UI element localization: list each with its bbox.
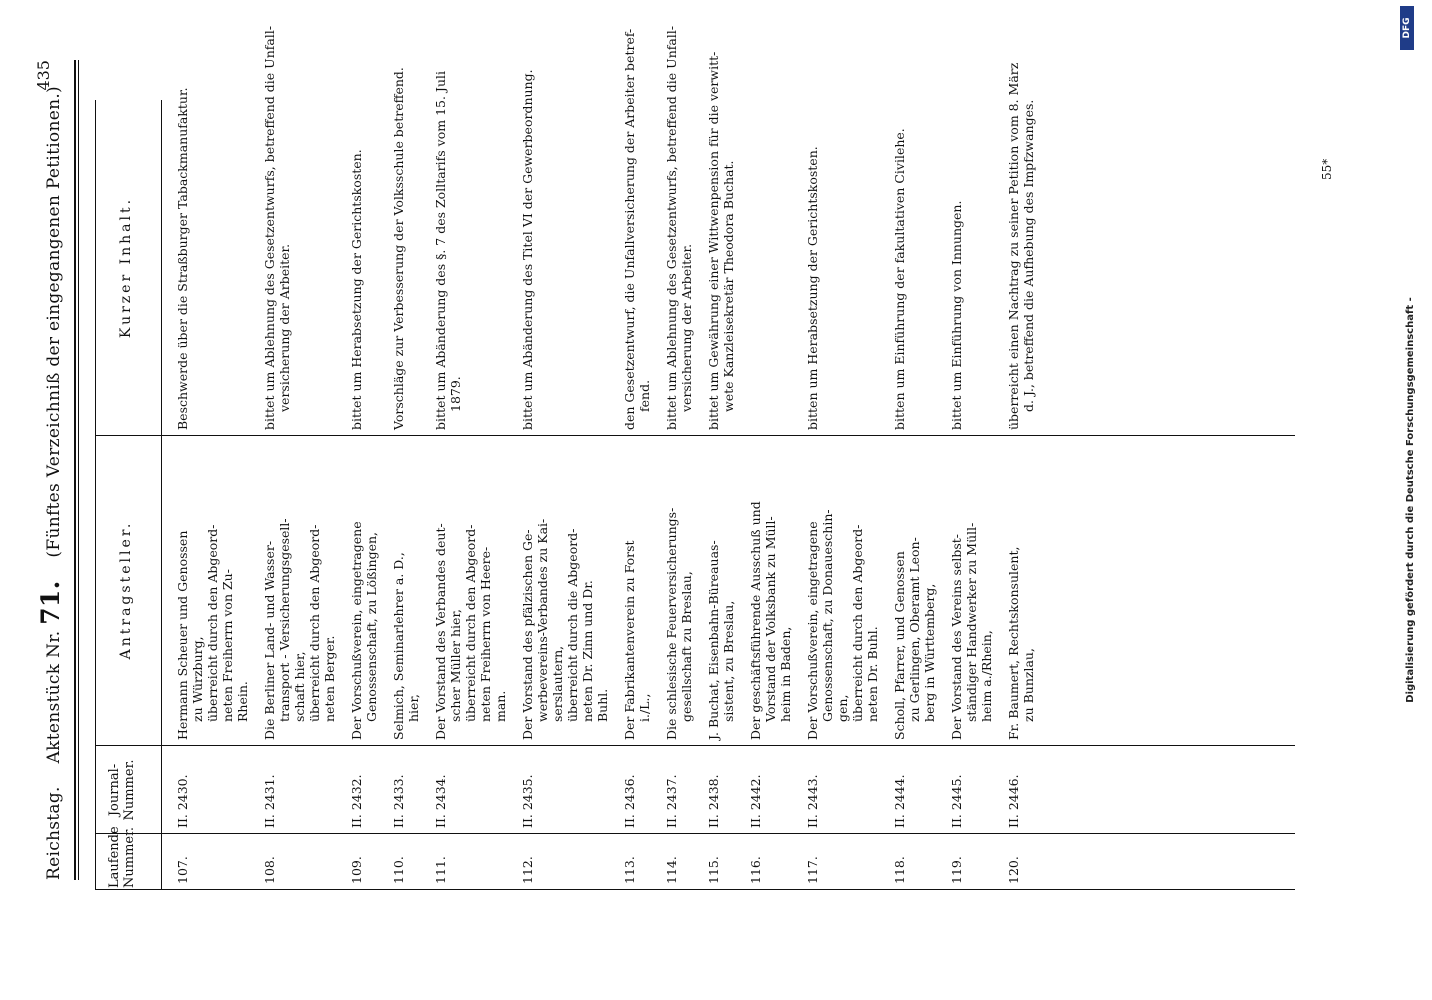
kurzer-inhalt (664, 25, 694, 430)
header-title: (Fünftes Verzeichniß der eingegangenen Petitionen.) (44, 86, 64, 558)
antragsteller-line: heim in Baden, (778, 626, 793, 722)
journal-nummer: II. 2446. (1006, 774, 1021, 828)
antragsteller-line: Der Vorschußverein, eingetragene (349, 521, 364, 740)
laufende-nummer: 117. (805, 856, 820, 884)
journal-nummer: II. 2445. (949, 774, 964, 828)
antragsteller (949, 440, 994, 740)
inhalt-line: bittet um Ablehnung des Gesetzentwurfs, betreffend die Unfall- (664, 25, 679, 430)
kurzer-inhalt (892, 105, 907, 430)
header-prefix: Reichstag. (44, 786, 64, 880)
antragsteller-line: Der geschäftsführende Ausschuß und (748, 501, 763, 740)
inhalt-line: bittet um Abänderung des §. 7 des Zolltarifs vom 15. Juli (433, 71, 448, 430)
inhalt-line: bittet um Herabsetzung der Gerichtskosten. (349, 149, 364, 430)
laufende-nummer: 113. (622, 856, 637, 884)
antragsteller-line: werbevereins-Verbandes zu Kai- (535, 518, 550, 722)
antragsteller-line: zu Bunzlau, (1021, 648, 1036, 722)
journal-nummer: II. 2431. (262, 774, 277, 828)
antragsteller (706, 440, 736, 740)
antragsteller-line: Die Berliner Land- und Wasser- (262, 540, 277, 740)
antragsteller-line: schaft hier, (292, 651, 307, 722)
page-number: 435 (34, 60, 53, 91)
antragsteller-line: Die schlesische Feuerversicherungs- (664, 507, 679, 740)
antragsteller-line: Scholl, Pfarrer, und Genossen (892, 551, 907, 740)
header-title-line (36, 86, 65, 880)
antragsteller (262, 440, 337, 740)
inhalt-line: fend. (637, 379, 652, 412)
antragsteller-line: neten Dr. Buhl. (865, 626, 880, 722)
header-rule-thin (78, 60, 79, 880)
kurzer-inhalt (262, 25, 292, 430)
laufende-nummer: 119. (949, 856, 964, 884)
antragsteller-line: neten Freiherrn von Heere- (478, 546, 493, 722)
inhalt-line: bitten um Einführung der fakultativen Civilehe. (892, 128, 907, 430)
journal-nummer: II. 2436. (622, 774, 637, 828)
journal-nummer: II. 2438. (706, 774, 721, 828)
antragsteller (622, 440, 652, 740)
inhalt-line: bittet um Gewährung einer Wittwenpension für die verwitt- (706, 51, 721, 430)
antragsteller (433, 440, 508, 740)
journal-nummer: II. 2433. (391, 774, 406, 828)
aktenstueck-label: Aktenstück Nr. (44, 630, 64, 764)
signature-mark: 55* (1320, 158, 1334, 180)
antragsteller-line: J. Buchat, Eisenbahn-Büreauas- (706, 540, 721, 740)
journal-nummer: II. 2437. (664, 774, 679, 828)
kurzer-inhalt (622, 28, 652, 430)
inhalt-line: bitten um Herabsetzung der Gerichtskosten. (805, 146, 820, 430)
antragsteller (664, 440, 694, 740)
antragsteller-line: überreicht durch den Abgeord- (463, 524, 478, 722)
inhalt-line: bittet um Ablehnung des Gesetzentwurfs, betreffend die Unfall- (262, 25, 277, 430)
inhalt-line: wete Kanzleisekretär Theodora Buchat. (721, 160, 736, 412)
laufende-nummer: 116. (748, 856, 763, 884)
antragsteller-line: Buhl. (595, 688, 610, 722)
antragsteller (748, 440, 793, 740)
table-border-left (95, 889, 1295, 890)
antragsteller-line: neten Freiherrn von Zu- (220, 569, 235, 722)
antragsteller-line: gesellschaft zu Breslau, (679, 571, 694, 722)
antragsteller-line: Rhein. (235, 681, 250, 722)
antragsteller-line: i./L., (637, 693, 652, 722)
kurzer-inhalt (433, 71, 463, 430)
antragsteller (175, 440, 250, 740)
antragsteller-line: neten Berger. (322, 635, 337, 722)
inhalt-line: bittet um Einführung von Innungen. (949, 200, 964, 430)
kurzer-inhalt (520, 69, 535, 430)
laufende-nummer: 109. (349, 856, 364, 884)
journal-nummer: II. 2442. (748, 774, 763, 828)
inhalt-line: überreicht einen Nachtrag zu seiner Petition vom 8. März (1006, 62, 1021, 430)
header-rule (74, 60, 76, 880)
header-bottom-rule (161, 100, 162, 890)
antragsteller-line: Vorstand der Volksbank zu Müll- (763, 516, 778, 722)
journal-nummer: II. 2435. (520, 774, 535, 828)
kurzer-inhalt (1006, 62, 1036, 430)
kurzer-inhalt (805, 105, 820, 430)
antragsteller (1006, 440, 1036, 740)
antragsteller-line: sistent, zu Breslau, (721, 600, 736, 722)
antragsteller-line: ständiger Handwerker zu Müll- (964, 522, 979, 722)
antragsteller-line: gen, (835, 694, 850, 722)
antragsteller-line: Der Vorstand des pfälzischen Ge- (520, 529, 535, 740)
antragsteller-line: Der Vorstand des Verbandes deut- (433, 523, 448, 740)
inhalt-line: versicherung der Arbeiter. (277, 243, 292, 412)
antragsteller-line: Der Vorschußverein, eingetragene (805, 521, 820, 740)
inhalt-line: Vorschläge zur Verbesserung der Volksschule betreffend. (391, 67, 406, 430)
antragsteller-line: Hermann Scheuer und Genossen (175, 530, 190, 740)
journal-nummer: II. 2430. (175, 774, 190, 828)
antragsteller (391, 440, 421, 740)
antragsteller-line: Der Vorstand des Vereins selbst- (949, 533, 964, 740)
journal-nummer: II. 2434. (433, 774, 448, 828)
antragsteller-line: überreicht durch den Abgeord- (205, 524, 220, 722)
antragsteller-line: neten Dr. Zinn und Dr. (580, 580, 595, 722)
column-header-inhalt: Kurzer Inhalt. (118, 196, 134, 339)
kurzer-inhalt (391, 67, 406, 430)
antragsteller (892, 440, 937, 740)
journal-nummer: II. 2443. (805, 774, 820, 828)
kurzer-inhalt (349, 105, 364, 430)
kurzer-inhalt (949, 105, 964, 430)
inhalt-line: versicherung der Arbeiter. (679, 243, 694, 412)
antragsteller-line: scher Müller hier, (448, 608, 463, 722)
column-header-laufende: Laufende Nummer. (107, 826, 137, 888)
antragsteller (805, 440, 880, 740)
antragsteller-line: überreicht durch den Abgeord- (850, 524, 865, 722)
column-divider (95, 435, 1295, 436)
inhalt-line: d. J., betreffend die Aufhebung des Impfzwanges. (1021, 99, 1036, 412)
inhalt-line: bittet um Abänderung des Titel VI der Gewerbeordnung. (520, 69, 535, 430)
kurzer-inhalt (175, 87, 190, 430)
antragsteller-line: überreicht durch die Abgeord- (565, 528, 580, 722)
antragsteller-line: transport - Versicherungsgesell- (277, 518, 292, 722)
dfg-logo: DFG (1400, 6, 1414, 50)
antragsteller-line: hier, (406, 693, 421, 722)
antragsteller-line: Genossenschaft, zu Lößingen, (364, 531, 379, 722)
antragsteller-line: berg in Württemberg, (922, 583, 937, 722)
inhalt-line: 1879. (448, 376, 463, 412)
antragsteller (520, 440, 610, 740)
kurzer-inhalt (706, 51, 736, 430)
antragsteller-line: man. (493, 690, 508, 722)
laufende-nummer: 107. (175, 856, 190, 884)
laufende-nummer: 114. (664, 856, 679, 884)
table-top-rule (95, 100, 96, 890)
antragsteller-line: serslautern, (550, 645, 565, 722)
petition-table (95, 25, 1295, 890)
column-divider (95, 833, 1295, 834)
laufende-nummer: 115. (706, 856, 721, 884)
laufende-nummer: 118. (892, 856, 907, 884)
laufende-nummer: 110. (391, 856, 406, 884)
antragsteller-line: zu Würzburg, (190, 636, 205, 722)
column-header-journal: Journal-Nummer. (107, 759, 137, 821)
journal-nummer: II. 2444. (892, 774, 907, 828)
antragsteller (349, 440, 379, 740)
antragsteller-line: Fr. Baumert, Rechtskonsulent, (1006, 546, 1021, 740)
laufende-nummer: 120. (1006, 856, 1021, 884)
inhalt-line: Beschwerde über die Straßburger Tabackmanufaktur. (175, 87, 190, 430)
laufende-nummer: 112. (520, 856, 535, 884)
page-header (30, 60, 70, 880)
column-divider (95, 745, 1295, 746)
antragsteller-line: Genossenschaft, zu Donaueschin- (820, 509, 835, 722)
antragsteller-line: Der Fabrikantenverein zu Forst (622, 540, 637, 740)
journal-nummer: II. 2432. (349, 774, 364, 828)
digitization-note: Digitalisierung gefördert durch die Deutsche Forschungsgemeinschaft - (1405, 297, 1416, 703)
antragsteller-line: Selmich, Seminarlehrer a. D., (391, 552, 406, 740)
antragsteller-line: zu Gerlingen, Oberamt Leon- (907, 537, 922, 722)
aktenstueck-number: 71. (36, 580, 65, 625)
column-header-antragsteller: Antragsteller. (118, 520, 134, 660)
inhalt-line: den Gesetzentwurf, die Unfallversicherung der Arbeiter betref- (622, 28, 637, 430)
antragsteller-line: heim a./Rhein, (979, 630, 994, 722)
antragsteller-line: überreicht durch den Abgeord- (307, 524, 322, 722)
laufende-nummer: 108. (262, 856, 277, 884)
laufende-nummer: 111. (433, 856, 448, 884)
